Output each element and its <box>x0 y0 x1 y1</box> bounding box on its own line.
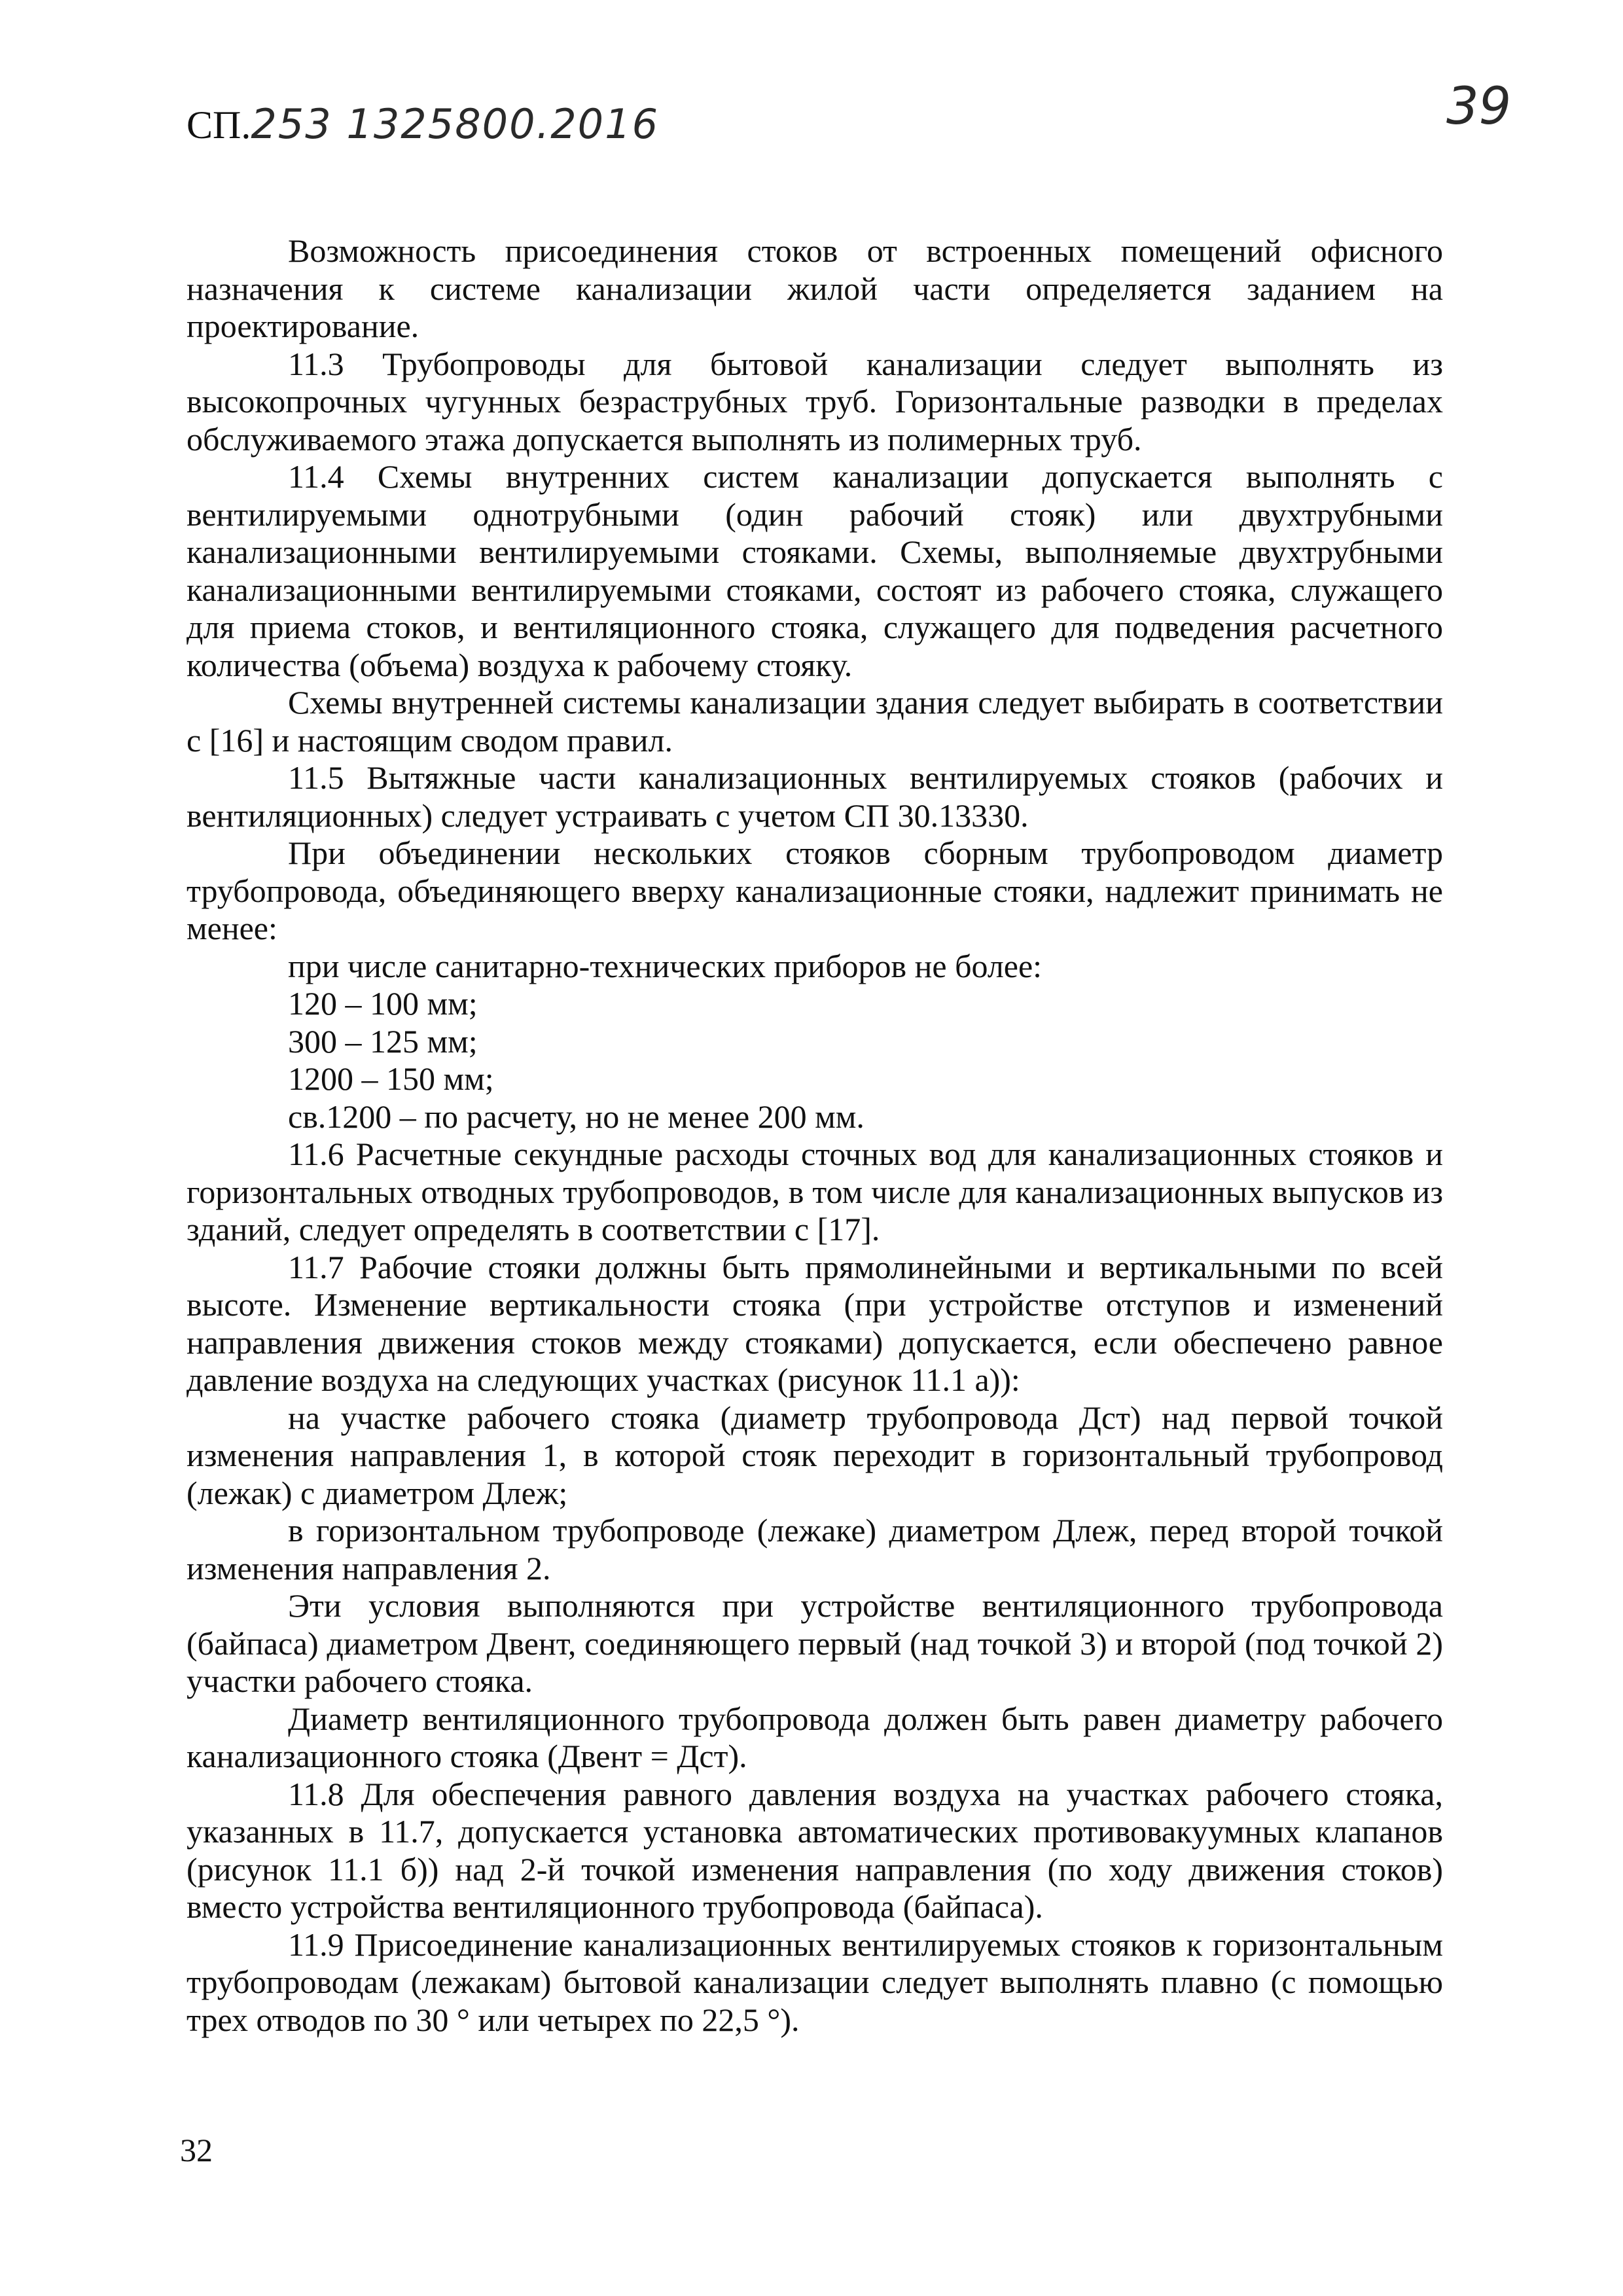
list-item-diameter-1: 120 – 100 мм; <box>288 985 478 1022</box>
paragraph-11-3: 11.3 Трубопроводы для бытовой канализации следует выполнять из высокопрочных чугунных безраструбных труб. Горизонтальные разводки в пределах обслуживаемого этажа допускается выполнять из полимерных труб. <box>187 345 1443 457</box>
list-item-diameter-3: 1200 – 150 мм; <box>288 1060 494 1097</box>
paragraph-bypass-conditions: Эти условия выполняются при устройстве вентиляционного трубопровода (байпаса) диаметром Двент, соединяющего первый (над точкой 3) и второй (под точкой 2) участки рабочего стояка. <box>187 1587 1443 1699</box>
paragraph-bypass-diameter: Диаметр вентиляционного трубопровода должен быть равен диаметру рабочего канализационного стояка (Двент = Дст). <box>187 1700 1443 1774</box>
list-item-diameter-4: св.1200 – по расчету, но не менее 200 мм. <box>288 1098 865 1135</box>
list-item-diameter-2: 300 – 125 мм; <box>288 1022 478 1060</box>
paragraph-schemes-selection: Схемы внутренней системы канализации здания следует выбирать в соответствии с [16] и настоящим сводом правил. <box>187 684 1443 759</box>
paragraph-collector-diameter: При объединении нескольких стояков сборным трубопроводом диаметр трубопровода, объединяющего вверху канализационные стояки, надлежит принимать не менее: <box>187 834 1443 946</box>
paragraph-11-9: 11.9 Присоединение канализационных вентилируемых стояков к горизонтальным трубопроводам (лежакам) бытовой канализации следует выполнять плавно (с помощью трех отводов по 30 ° или четырех по 22,5 °). <box>187 1926 1443 2038</box>
page-number: 32 <box>180 2132 213 2168</box>
paragraph-riser-section: на участке рабочего стояка (диаметр трубопровода Дст) над первой точкой изменения направления 1, в которой стояк переходит в горизонтальный трубопровод (лежак) с диаметром Длеж; <box>187 1399 1443 1511</box>
paragraph-11-4: 11.4 Схемы внутренних систем канализации допускается выполнять с вентилируемыми однотрубными (один рабочий стояк) или двухтрубными канализационными вентилируемыми стояками. Схемы, выполняемые двухтрубными канализационными вентилируемыми стояками, состоят из рабочего стояка, служащего для приема стоков, и вентиляционного стояка, служащего для подведения расчетного количества (объема) воздуха к рабочему стояку. <box>187 458 1443 683</box>
handwritten-standard-code: 253 1325800.2016 <box>251 100 660 148</box>
document-body <box>187 232 1443 2039</box>
standard-prefix: СП. <box>187 103 251 147</box>
paragraph-11-8: 11.8 Для обеспечения равного давления воздуха на участках рабочего стояка, указанных в 11.7, допускается установка автоматических противовакуумных клапанов (рисунок 11.1 б)) над 2-й точкой изменения направления (по ходу движения стоков) вместо устройства вентиляционного трубопровода (байпаса). <box>187 1775 1443 1925</box>
paragraph-11-5: 11.5 Вытяжные части канализационных вентилируемых стояков (рабочих и вентиляционных) следует устраивать с учетом СП 30.13330. <box>187 759 1443 834</box>
handwritten-page-mark: 39 <box>1446 77 1512 136</box>
paragraph-fixtures-count: при числе санитарно-технических приборов не более: <box>288 947 1043 984</box>
paragraph-11-7: 11.7 Рабочие стояки должны быть прямолинейными и вертикальными по всей высоте. Изменение вертикальности стояка (при устройстве отступов и изменений направления движения стоков между стояками) допускается, если обеспечено равное давление воздуха на следующих участках (рисунок 11.1 а)): <box>187 1248 1443 1398</box>
paragraph-office-connection: Возможность присоединения стоков от встроенных помещений офисного назначения к системе канализации жилой части определяется заданием на проектирование. <box>187 232 1443 344</box>
paragraph-11-6: 11.6 Расчетные секундные расходы сточных вод для канализационных стояков и горизонтальных отводных трубопроводов, в том числе для канализационных выпусков из зданий, следует определять в соответствии с [17]. <box>187 1136 1443 1247</box>
document-header <box>187 98 659 151</box>
paragraph-horizontal-section: в горизонтальном трубопроводе (лежаке) диаметром Длеж, перед второй точкой изменения направления 2. <box>187 1512 1443 1587</box>
